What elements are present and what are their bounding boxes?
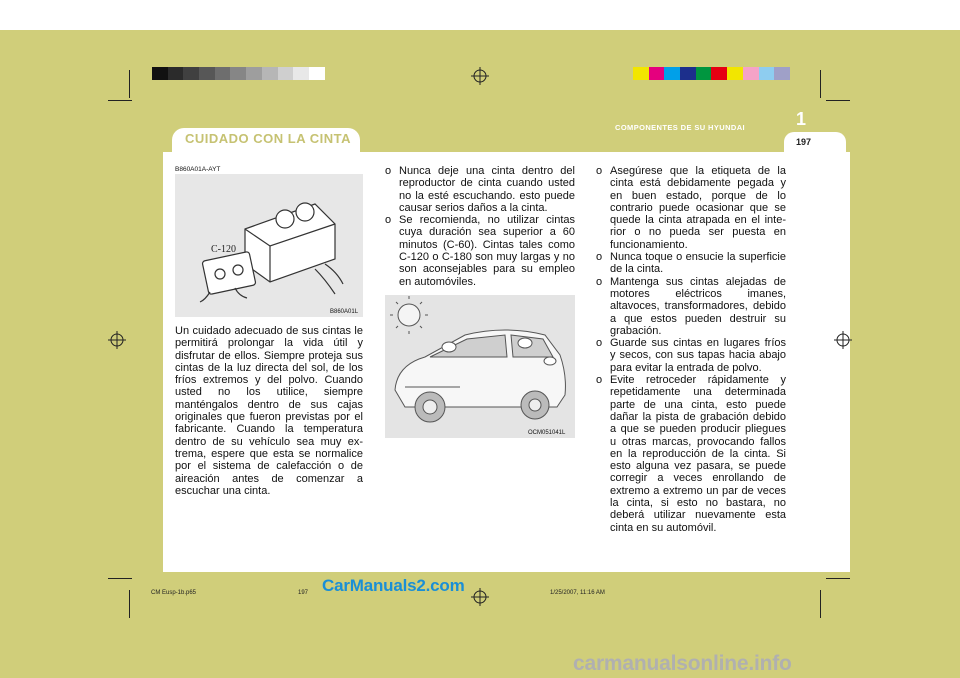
footer-page: 197 — [298, 590, 309, 596]
calibration-swatch — [759, 67, 775, 80]
list-item-text: Mantenga sus cintas alejadas de motores eléctricos imanes, altavoces, transformadores, debido a que estos pueden destruir su grabación. — [610, 275, 786, 337]
bullet-marker: o — [385, 214, 392, 227]
gray-calibration-bar — [152, 67, 325, 80]
page-number-tab — [784, 132, 846, 152]
crop-mark — [129, 590, 130, 618]
crop-mark — [108, 100, 132, 101]
calibration-swatch — [246, 67, 262, 80]
color-calibration-bar — [633, 67, 790, 80]
list-item-text: Nunca toque o ensucie la superficie de la cinta. — [610, 251, 786, 276]
crop-mark — [826, 578, 850, 579]
registration-mark-icon — [471, 67, 489, 85]
calibration-swatch — [664, 67, 680, 80]
calibration-swatch — [183, 67, 199, 80]
cassette-drawing-icon — [175, 174, 363, 317]
calibration-swatch — [696, 67, 712, 80]
calibration-swatch — [278, 67, 294, 80]
calibration-swatch — [649, 67, 665, 80]
section-title: CUIDADO CON LA CINTA — [185, 131, 351, 146]
chapter-number: 1 — [796, 109, 807, 129]
content-panel-right — [795, 152, 850, 572]
calibration-swatch — [743, 67, 759, 80]
care-paragraph: Un cuidado adecuado de sus cintas le permitirá prolongar la vida útil y disfrutar de ellos. Siempre proteja sus cintas de la luz directa del sol, de los fríos extremos y del polvo. Cuando usted no los utilice, siempre manténgalos dentro de sus cajas originales que fueron previstas por el fabricante. Cuando la temperatura dentro de su vehículo sea muy ex- trema, espere que esta se normalice por el sistema de calefacción o de aireación antes de comenzar a escuchar una cinta. — [175, 325, 363, 497]
list-item-text: Se recomienda, no utilizar cintas cuya duración sea superior a 60 minutos (C-60). Cintas tales como C-120 o C-180 son muy largas y no son aconsejables para su empleo en automóviles. — [399, 214, 575, 288]
list-item — [385, 214, 575, 288]
calibration-swatch — [711, 67, 727, 80]
bullet-column-2 — [385, 165, 575, 288]
calibration-swatch — [633, 67, 649, 80]
bullet-marker: o — [385, 165, 392, 177]
calibration-swatch — [199, 67, 215, 80]
list-item — [385, 165, 575, 214]
registration-mark-icon — [471, 588, 489, 606]
footer-date: 1/25/2007, 11:16 AM — [550, 590, 605, 596]
registration-mark-icon — [108, 331, 126, 349]
chapter-label: COMPONENTES DE SU HYUNDAI — [615, 123, 746, 132]
page-number: 197 — [796, 137, 812, 147]
image-code: B860A01L — [330, 309, 359, 315]
calibration-swatch — [309, 67, 325, 80]
calibration-swatch — [230, 67, 246, 80]
list-item — [596, 165, 786, 251]
calibration-swatch — [774, 67, 790, 80]
crop-mark — [820, 70, 821, 98]
cassette-label: C-120 — [211, 244, 236, 255]
car-sun-drawing-icon — [385, 295, 575, 438]
list-item — [596, 251, 786, 276]
registration-mark-icon — [834, 331, 852, 349]
cassette-illustration — [175, 174, 363, 317]
image-code: OCM051041L — [528, 430, 566, 436]
bullet-marker: o — [596, 374, 603, 387]
bullet-marker: o — [596, 251, 603, 264]
bullet-column-3 — [596, 165, 786, 534]
calibration-swatch — [727, 67, 743, 80]
crop-mark — [820, 590, 821, 618]
watermark-top: CarManuals2.com — [322, 576, 465, 595]
list-item-text: Asegúrese que la etiqueta de la cinta está debidamente pegada y en buen estado, porque de lo contrario puede ocasionar que se quede la cinta atrapada en el inte- rior o no pueda ser puesta en funcionamiento. — [610, 165, 786, 251]
crop-mark — [826, 100, 850, 101]
watermark-bottom: carmanualsonline.info — [573, 652, 792, 675]
calibration-swatch — [680, 67, 696, 80]
list-item-text: Evite retroceder rápidamente y repetidamente una determinada parte de una cinta, esto puede dañar la pista de grabación debido a que se pueden producir pliegues u otras marcas, provocando fallos en la reproducción de la cinta. Si esto alguna vez pasara, se puede corregir a veces enrollando de extremo a extremo un par de veces la cinta, si esto no bastara, no deberá utilizar nuevamente esta cinta en su automóvil. — [610, 374, 786, 534]
calibration-swatch — [262, 67, 278, 80]
footer-file: CM Eusp-1b.p65 — [151, 590, 197, 596]
bullet-marker: o — [596, 275, 603, 288]
list-item — [596, 337, 786, 374]
calibration-swatch — [293, 67, 309, 80]
list-item-text: Nunca deje una cinta dentro del reproductor de cinta cuando usted no la esté escuchando. esto puede causar serios daños a la cinta. — [399, 165, 575, 214]
bullet-marker: o — [596, 337, 603, 350]
list-item — [596, 276, 786, 337]
calibration-swatch — [152, 67, 168, 80]
crop-mark — [108, 578, 132, 579]
crop-mark — [129, 70, 130, 98]
car-sun-illustration — [385, 295, 575, 438]
bullet-marker: o — [596, 165, 603, 177]
calibration-swatch — [168, 67, 184, 80]
section-code: B860A01A-AYT — [175, 166, 221, 173]
list-item-text: Guarde sus cintas en lugares fríos y secos, con sus tapas hacia abajo para evitar la entrada de polvo. — [610, 337, 786, 374]
calibration-swatch — [215, 67, 231, 80]
list-item — [596, 374, 786, 534]
